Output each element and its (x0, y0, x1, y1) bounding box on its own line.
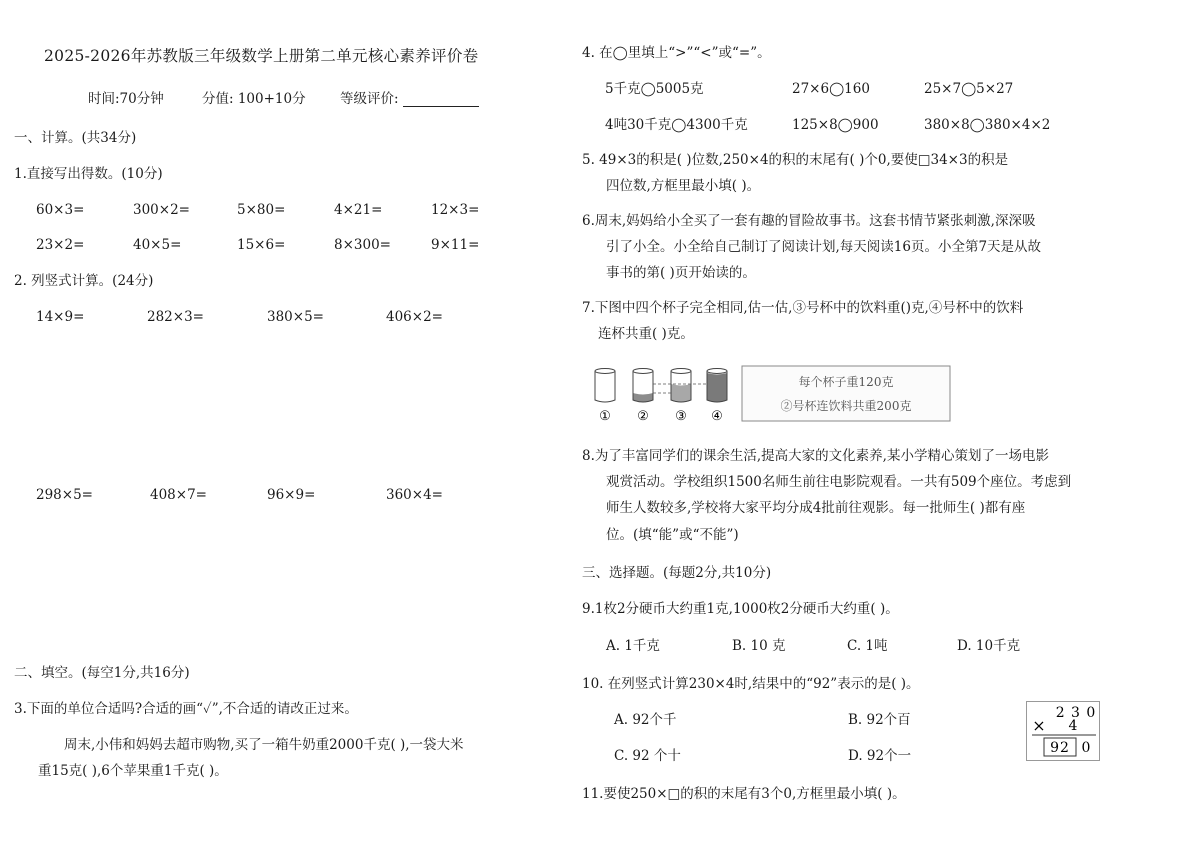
last-digit: 0 (1081, 740, 1091, 756)
q2-item: 380×5= (267, 309, 324, 325)
section-1-heading: 一、计算。(共34分) (14, 130, 137, 146)
multiplier: 4 (1068, 718, 1078, 734)
q10-option-b[interactable]: B. 92个百 (848, 712, 911, 728)
vertical-multiplication-figure (1026, 701, 1100, 761)
q1-item: 4×21= (334, 202, 383, 218)
section-3-heading: 三、选择题。(每题2分,共10分) (582, 565, 772, 581)
q4-item: 25×7◯5×27 (924, 81, 1014, 97)
info-box-line: ②号杯连饮料共重200克 (780, 399, 912, 413)
cup-label: ② (637, 409, 649, 424)
q10-title: 10. 在列竖式计算230×4时,结果中的“92”表示的是( )。 (582, 676, 920, 692)
q9-option-d[interactable]: D. 10千克 (957, 638, 1021, 654)
q4-item: 125×8◯900 (792, 117, 879, 133)
grade-blank[interactable] (403, 93, 479, 107)
cup-label: ④ (711, 409, 723, 424)
q1-item: 5×80= (237, 202, 286, 218)
q1-item: 8×300= (334, 237, 391, 253)
cup-label: ③ (675, 409, 687, 424)
q9-option-c[interactable]: C. 1吨 (847, 638, 888, 654)
cup-2-icon (633, 369, 653, 403)
q9-option-b[interactable]: B. 10 克 (732, 638, 786, 654)
q5-line: 5. 49×3的积是( )位数,250×4的积的末尾有( )个0,要使□34×3的积是 (582, 152, 1009, 168)
q4-title: 4. 在◯里填上“>”“<”或“=”。 (582, 45, 771, 61)
q9-title: 9.1枚2分硬币大约重1克,1000枚2分硬币大约重( )。 (582, 601, 899, 617)
exam-time: 时间:70分钟 (88, 91, 164, 107)
q2-item: 14×9= (36, 309, 85, 325)
q10-option-a[interactable]: A. 92个千 (614, 712, 677, 728)
q10-option-c[interactable]: C. 92 个十 (614, 748, 681, 764)
q5-line: 四位数,方框里最小填( )。 (606, 178, 761, 194)
q8-line: 位。(填“能”或“不能”) (606, 527, 739, 543)
info-box-line: 每个杯子重120克 (798, 375, 894, 389)
paper-title: 2025-2026年苏教版三年级数学上册第二单元核心素养评价卷 (44, 47, 479, 65)
q2-item: 282×3= (147, 309, 204, 325)
exam-grade-label: 等级评价: (340, 91, 479, 107)
q8-line: 师生人数较多,学校将大家平均分成4批前往观影。每一批师生( )都有座 (606, 500, 1026, 516)
q1-item: 9×11= (431, 237, 480, 253)
q1-item: 15×6= (237, 237, 286, 253)
section-2-heading: 二、填空。(每空1分,共16分) (14, 665, 190, 681)
q4-item: 4吨30千克◯4300千克 (605, 117, 748, 133)
boxed-digits: 92 (1050, 740, 1070, 756)
cup-1-icon (595, 369, 615, 403)
q9-option-a[interactable]: A. 1千克 (606, 638, 660, 654)
q11-title: 11.要使250×□的积的末尾有3个0,方框里最小填( )。 (582, 786, 906, 802)
q4-item: 27×6◯160 (792, 81, 870, 97)
cups-figure (588, 362, 956, 426)
cup-4-icon (707, 369, 727, 403)
q4-item: 380×8◯380×4×2 (924, 117, 1051, 133)
q3-text-line: 周末,小伟和妈妈去超市购物,买了一箱牛奶重2000千克( ),一袋大米 (64, 737, 464, 753)
q2-item: 406×2= (386, 309, 443, 325)
multiplicand: 2 3 0 (1055, 705, 1097, 721)
q1-item: 23×2= (36, 237, 85, 253)
q1-item: 60×3= (36, 202, 85, 218)
q2-item: 96×9= (267, 487, 316, 503)
q6-line: 6.周末,妈妈给小全买了一套有趣的冒险故事书。这套书情节紧张刺激,深深吸 (582, 213, 1036, 229)
q7-line: 7.下图中四个杯子完全相同,估一估,③号杯中的饮料重()克,④号杯中的饮料 (582, 300, 1024, 316)
exam-score: 分值: 100+10分 (202, 91, 306, 107)
times-sign: × (1032, 716, 1046, 735)
q3-text-line: 重15克( ),6个苹果重1千克( )。 (38, 763, 228, 779)
cup-3-icon (671, 369, 691, 403)
q10-option-d[interactable]: D. 92个一 (848, 748, 912, 764)
q1-item: 300×2= (133, 202, 190, 218)
q2-item: 360×4= (386, 487, 443, 503)
q1-item: 12×3= (431, 202, 480, 218)
q1-item: 40×5= (133, 237, 182, 253)
cup-label: ① (599, 409, 611, 424)
q4-item: 5千克◯5005克 (605, 81, 704, 97)
q8-line: 观赏活动。学校组织1500名师生前往电影院观看。一共有509个座位。考虑到 (606, 474, 1072, 490)
q2-item: 298×5= (36, 487, 93, 503)
q2-item: 408×7= (150, 487, 207, 503)
q3-title: 3.下面的单位合适吗?合适的画“✓”,不合适的请改正过来。 (14, 701, 358, 717)
q6-line: 事书的第( )页开始读的。 (606, 265, 756, 281)
q6-line: 引了小全。小全给自己制订了阅读计划,每天阅读16页。小全第7天是从故 (606, 239, 1042, 255)
q2-title: 2. 列竖式计算。(24分) (14, 273, 154, 289)
q1-title: 1.直接写出得数。(10分) (14, 166, 163, 182)
q7-line: 连杯共重( )克。 (598, 326, 694, 342)
q8-line: 8.为了丰富同学们的课余生活,提高大家的文化素养,某小学精心策划了一场电影 (582, 448, 1049, 464)
